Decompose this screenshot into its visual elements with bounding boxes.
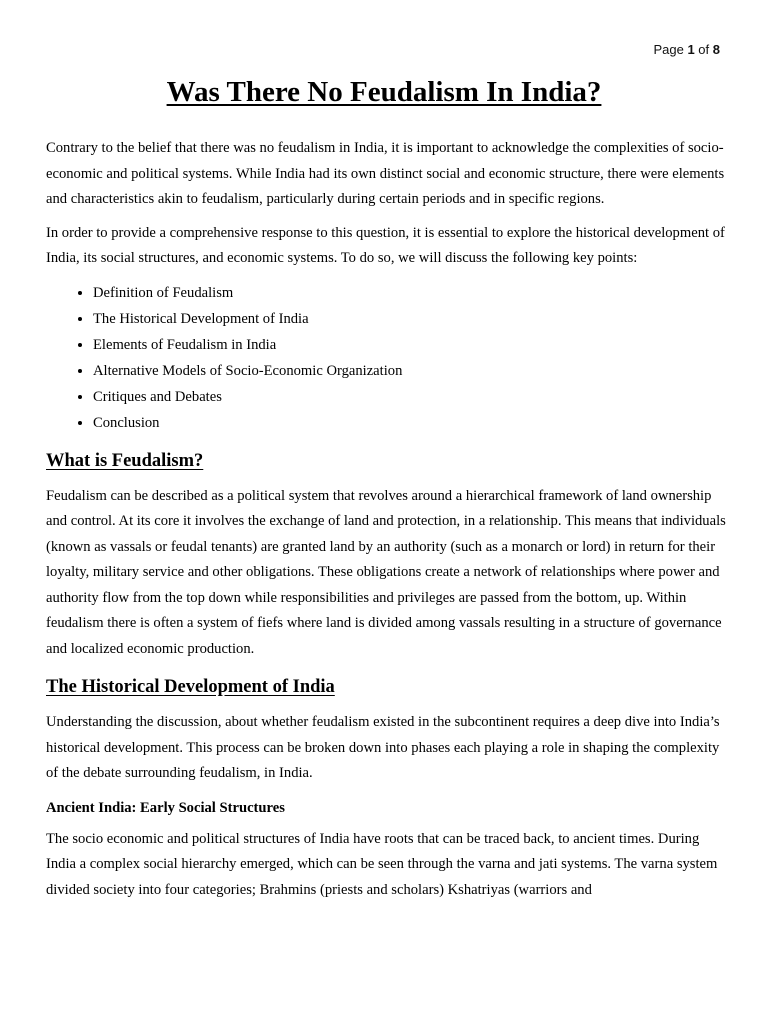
document-body bbox=[46, 136, 726, 911]
intro-paragraph-2: In order to provide a comprehensive response to this question, it is essential to explore the historical development of India, its social structures, and economic systems. To do so, we will discuss the following key points: bbox=[46, 224, 725, 266]
section-heading-history: The Historical Development of India bbox=[46, 677, 335, 697]
subheading-ancient-india: Ancient India: Early Social Structures bbox=[46, 799, 285, 816]
list-item: • Critiques and Debates bbox=[93, 384, 726, 410]
page-number bbox=[653, 42, 720, 57]
ancient-india-paragraph: The socio economic and political structures of India have roots that can be traced back, to ancient times. During India a complex social hierarchy emerged, which can be seen through the varna and jati systems. The varna system divided society into four categories; Brahmins (priests and scholars) Kshatriyas (warriors and bbox=[46, 830, 718, 898]
page-total: 8 bbox=[712, 42, 720, 57]
intro-paragraph-1: Contrary to the belief that there was no feudalism in India, it is important to acknowledge the complexities of socio-economic and political systems. While India had its own distinct social and economic structure, there were elements and characteristics akin to feudalism, particularly during certain periods and in specific regions. bbox=[46, 140, 725, 207]
history-paragraph: Understanding the discussion, about whether feudalism existed in the subcontinent requires a deep dive into India’s historical development. This process can be broken down into phases each playing a role in shaping the complexity of the debate surrounding feudalism, in India. bbox=[46, 714, 720, 781]
list-item: • Conclusion bbox=[93, 410, 726, 436]
page-of: of bbox=[698, 42, 710, 57]
list-item: • Alternative Models of Socio-Economic Organization bbox=[93, 358, 726, 384]
document-title: Was There No Feudalism In India? bbox=[166, 76, 602, 108]
list-item: • Definition of Feudalism bbox=[93, 280, 726, 306]
key-points-list bbox=[46, 280, 726, 436]
page-current: 1 bbox=[687, 42, 695, 57]
section-heading-feudalism: What is Feudalism? bbox=[46, 450, 204, 471]
feudalism-paragraph: Feudalism can be described as a political system that revolves around a hierarchical framework of land ownership and control. At its core it involves the exchange of land and protection, in a relationship. This means that individuals (known as vassals or feudal tenants) are granted land by an authority (such as a monarch or lord) in return for their loyalty, military service and other obligations. These obligations create a network of relationships where power and authority flow from the top down while responsibilities and privileges are passed from the bottom, up. Within feudalism there is often a system of fiefs where land is divided among vassals resulting in a structure of governance and localized economic production. bbox=[46, 487, 726, 657]
list-item: • The Historical Development of India bbox=[93, 306, 726, 332]
page-label: Page bbox=[653, 42, 684, 57]
list-item: • Elements of Feudalism in India bbox=[93, 332, 726, 358]
